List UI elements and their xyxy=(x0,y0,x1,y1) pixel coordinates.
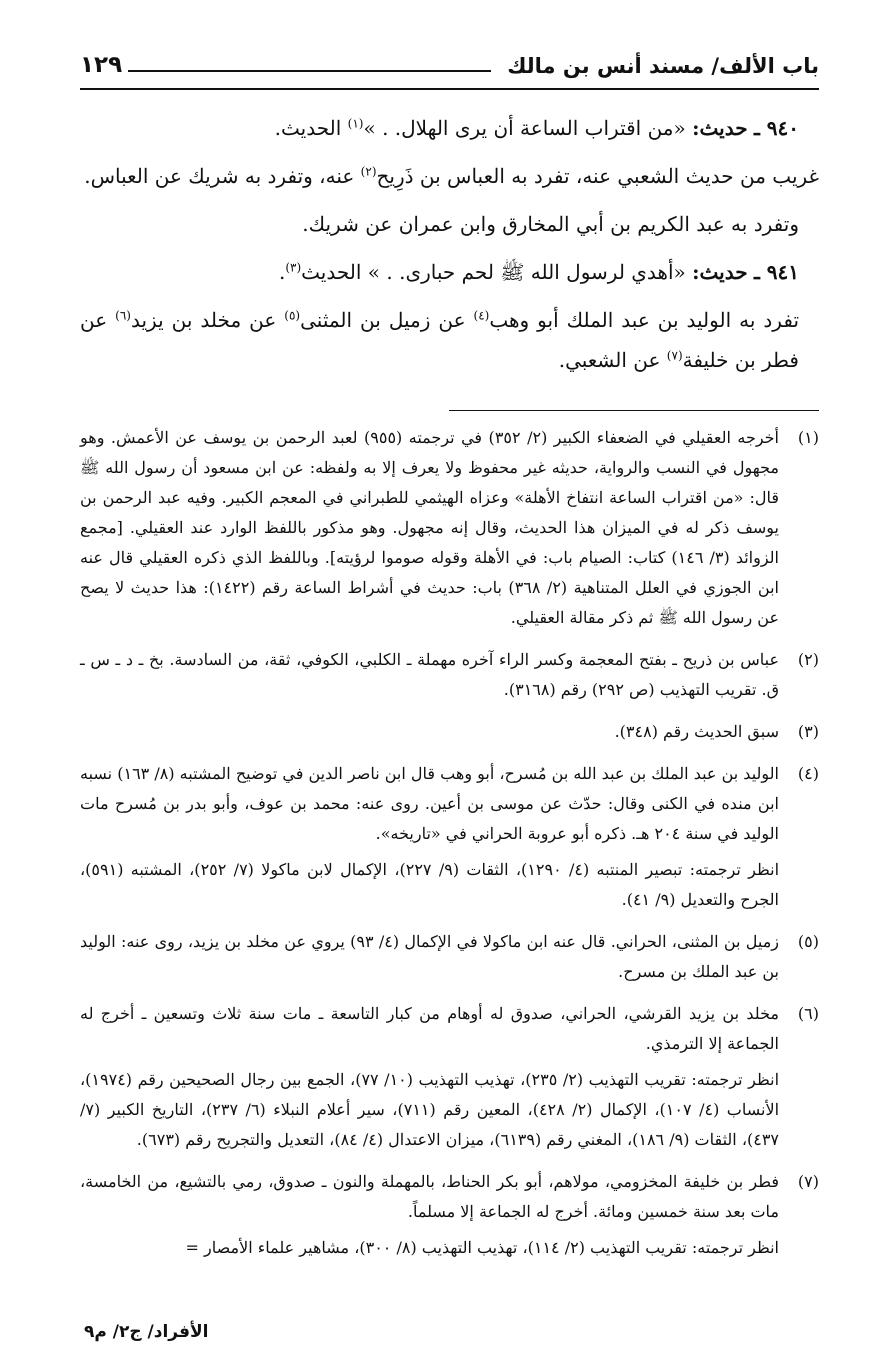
hadith-tail: الحديث. xyxy=(274,116,348,140)
hadith-941 xyxy=(80,252,819,292)
footnote-ref[interactable]: (٢) xyxy=(360,164,377,179)
paragraph xyxy=(80,204,819,244)
text-run: غريب من حديث الشعبي عنه، تفرد به العباس بن ذَرِيح xyxy=(376,164,819,188)
footnote-mark: (٢) xyxy=(797,650,819,669)
hadith-940 xyxy=(80,108,819,148)
footnote-ref[interactable]: (٥) xyxy=(284,308,301,323)
text-run: عن فطر بن خليفة xyxy=(80,308,799,372)
footnote-body xyxy=(80,1167,779,1269)
footnote-mark: (١) xyxy=(797,428,819,447)
text-run: وتفرد به عبد الكريم بن أبي المخارق وابن عمران عن شريك. xyxy=(302,212,799,236)
footnote-text: انظر ترجمته: تبصير المنتبه (٤/ ١٢٩٠)، الثقات (٩/ ٢٢٧)، الإكمال لابن ماكولا (٧/ ٢٥٢)، المشتبه (٥٩١)، الجرح والتعديل (٩/ ٤١). xyxy=(80,860,780,909)
footnotes xyxy=(80,423,819,1269)
text-run: عنه، وتفرد به شريك عن العباس. xyxy=(84,164,361,188)
footnote-body xyxy=(80,717,779,753)
hadith-keyword: حديث: xyxy=(692,260,748,284)
signature-mark: الأفراد/ ج٢/ م٩ xyxy=(84,1322,209,1342)
footnote-text: مخلد بن يزيد القرشي، الحراني، صدوق له أوهام من كبار التاسعة ـ مات سنة ثلاث وتسعين ـ أخرج له الجماعة إلا الترمذي. xyxy=(80,1004,779,1053)
footnote-ref[interactable]: (٧) xyxy=(666,348,683,363)
hadith-number: ٩٤١ ـ xyxy=(753,260,799,284)
running-title: باب الألف/ مسند أنس بن مالك xyxy=(507,54,819,78)
footnote-6 xyxy=(80,999,819,1161)
hadith-tail: . xyxy=(278,260,286,284)
footnote-mark: (٣) xyxy=(797,722,819,741)
footnote-2 xyxy=(80,645,819,711)
footnote-5 xyxy=(80,927,819,993)
footnote-text: انظر ترجمته: تقريب التهذيب (٢/ ١١٤)، تهذيب التهذيب (٨/ ٣٠٠)، مشاهير علماء الأمصار = xyxy=(185,1238,779,1257)
footnote-text: عباس بن ذريح ـ بفتح المعجمة وكسر الراء آخره مهملة ـ الكلبي، الكوفي، ثقة، من السادسة. بخ ـ د ـ س ـ ق. تقريب التهذيب (ص ٢٩٢) رقم (٣١٦٨). xyxy=(80,650,780,699)
footnote-mark: (٦) xyxy=(797,1004,819,1023)
footnote-7 xyxy=(80,1167,819,1269)
hadith-text: «أهدي لرسول الله ﷺ لحم حبارى. . » الحديث xyxy=(301,260,686,284)
running-header xyxy=(80,38,819,78)
footnote-1 xyxy=(80,423,819,639)
footnote-ref[interactable]: (٦) xyxy=(115,308,131,323)
footnote-body xyxy=(80,645,779,711)
footnote-ref[interactable]: (٣) xyxy=(285,260,302,275)
footnote-mark: (٧) xyxy=(797,1172,819,1191)
text-run: تفرد به الوليد بن عبد الملك أبو وهب xyxy=(489,308,800,332)
footnote-text: سبق الحديث رقم (٣٤٨). xyxy=(614,722,779,741)
paragraph xyxy=(80,300,819,380)
footnote-body xyxy=(80,759,779,921)
header-underline xyxy=(128,70,491,72)
page-number: ١٢٩ xyxy=(80,52,123,78)
hadith-keyword: حديث: xyxy=(692,116,748,140)
main-text xyxy=(80,108,819,380)
footnote-body xyxy=(80,999,779,1161)
text-run: عن زميل بن المثنى xyxy=(300,308,474,332)
footnote-text: الوليد بن عبد الملك بن عبد الله بن مُسرح، أبو وهب قال ابن ناصر الدين في توضيح المشتبه (٨/ ١٦٣) نسبه ابن منده في الكنى وقال: حدّث عن موسى بن أعين. روى عنه: محمد بن عوف، وأبو بدر بن مُسرح مات الوليد في سنة ٢٠٤ هـ. ذكره أبو عروبة الحراني في «تاريخه». xyxy=(80,764,779,843)
footnote-text: انظر ترجمته: تقريب التهذيب (٢/ ٢٣٥)، تهذيب التهذيب (١٠/ ٧٧)، الجمع بين رجال الصحيحين رقم (١٩٧٤)، الأنساب (٤/ ١٠٧)، الإكمال (٢/ ٤٢٨)، المعين رقم (٧١١)، سير أعلام النبلاء (٦/ ٢٣٧)، التاريخ الكبير (٧/ ٤٣٧)، الثقات (٩/ ١٨٦)، المغني رقم (٦١٣٩)، ميزان الاعتدال (٤/ ٨٤)، التعديل والتجريح رقم (٦٧٣). xyxy=(80,1070,780,1149)
footnote-body xyxy=(80,423,779,639)
hadith-text: «من اقتراب الساعة أن يرى الهلال. . » xyxy=(363,116,686,140)
footnote-text: فطر بن خليفة المخزومي، مولاهم، أبو بكر الحناط، بالمهملة والنون ـ صدوق، رمي بالتشيع، من الخامسة، مات بعد سنة خمسين ومائة. أخرج له الجماعة إلا مسلماً. xyxy=(80,1172,779,1221)
header-rule xyxy=(80,88,819,90)
footnote-text: زميل بن المثنى، الحراني. قال عنه ابن ماكولا في الإكمال (٤/ ٩٣) يروي عن مخلد بن يزيد، روى عنه: الوليد بن عبد الملك بن مسرح. xyxy=(80,932,779,981)
text-run: عن مخلد بن يزيد xyxy=(130,308,285,332)
paragraph xyxy=(80,156,819,196)
footnote-body xyxy=(80,927,779,993)
footnote-4 xyxy=(80,759,819,921)
hadith-number: ٩٤٠ ـ xyxy=(753,116,799,140)
footnote-mark: (٤) xyxy=(797,764,819,783)
text-run: عن الشعبي. xyxy=(558,348,667,372)
footnote-ref[interactable]: (١) xyxy=(347,116,364,131)
footnote-3 xyxy=(80,717,819,753)
footnote-ref[interactable]: (٤) xyxy=(473,308,490,323)
footnote-text: أخرجه العقيلي في الضعفاء الكبير (٢/ ٣٥٢) في ترجمته (٩٥٥) لعبد الرحمن بن يوسف عن الأعمش. وهو مجهول في النسب والرواية، حديثه غير محفوظ ولا يعرف إلا به ولفظه: عن ابن مسعود أن رسول الله ﷺ قال: «من اقتراب الساعة انتفاخ الأهلة» وعزاه الهيثمي للطبراني في المعجم الكبير. وفيه عبد الرحمن بن يوسف ذكر له في الميزان هذا الحديث، وقال إنه مجهول. وهو مذكور باللفظ الوارد عند العقيلي. [مجمع الزوائد (٣/ ١٤٦) كتاب: الصيام باب: في الأهلة وقوله صوموا لرؤيته]. وباللفظ الذي ذكره العقيلي قال عنه ابن الجوزي في العلل المتناهية (٢/ ٣٦٨) باب: حديث في أشراط الساعة رقم (١٤٢٢): هذا حديث لا يصح عن رسول الله ﷺ ثم ذكر مقالة العقيلي. xyxy=(80,428,780,627)
footnote-separator xyxy=(449,410,819,411)
footnote-mark: (٥) xyxy=(797,932,819,951)
